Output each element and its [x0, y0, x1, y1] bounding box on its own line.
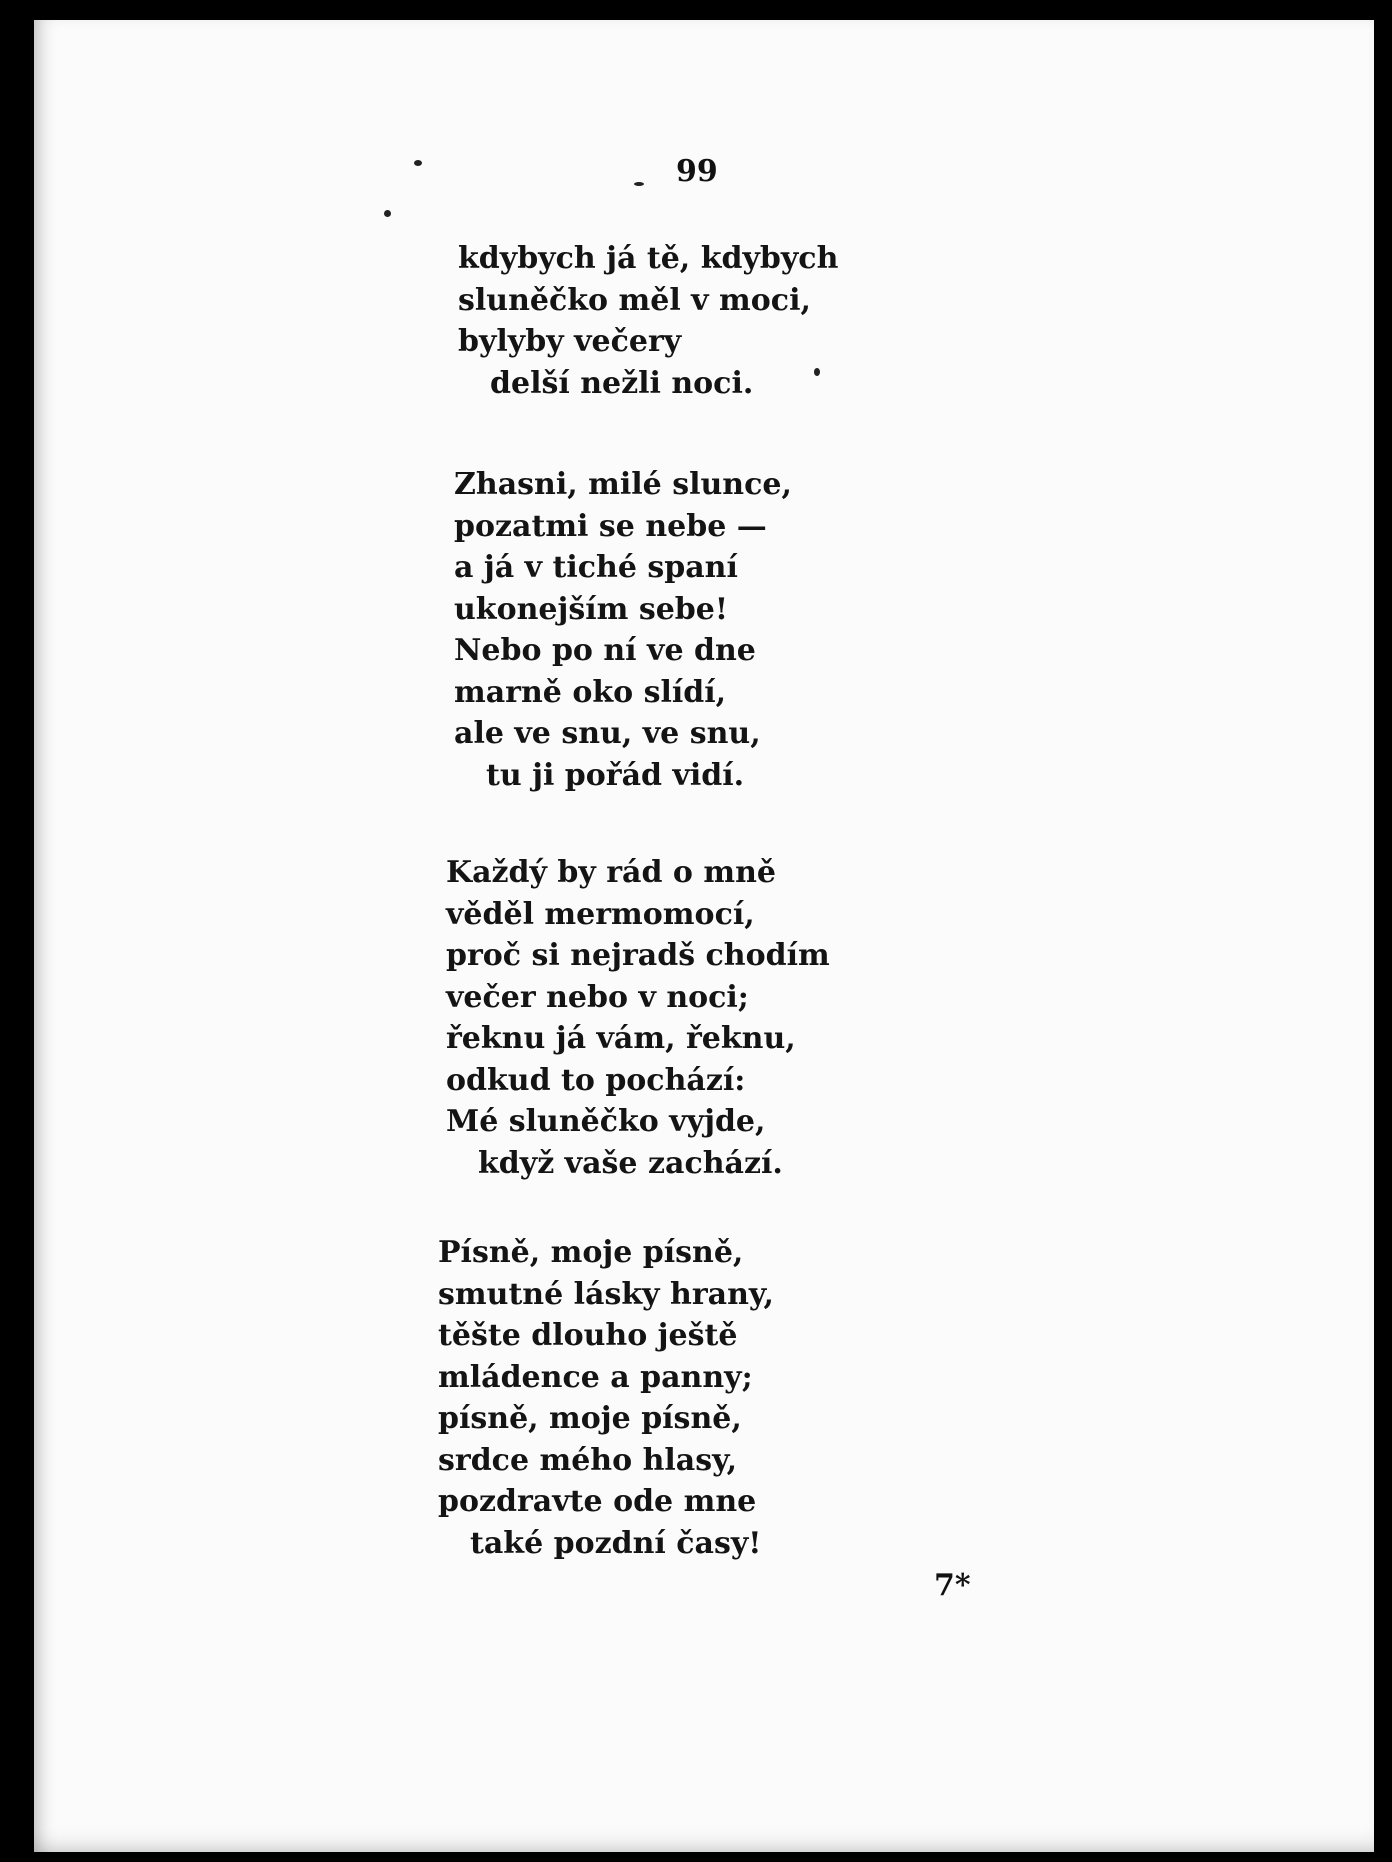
- poem-line: Každý by rád o mně: [446, 855, 777, 890]
- signature-mark: 7*: [934, 1568, 971, 1603]
- poem-line: Písně, moje písně,: [438, 1235, 744, 1270]
- poem-line: delší nežli noci.: [490, 365, 754, 401]
- poem-line: také pozdní časy!: [470, 1525, 762, 1561]
- poem-line: řeknu já vám, řeknu,: [446, 1021, 796, 1056]
- page-number: 99: [676, 154, 718, 189]
- poem-stanza: [438, 1232, 774, 1564]
- poem-line: věděl mermomocí,: [446, 896, 755, 932]
- poem-line: pozdravte ode mne: [438, 1484, 757, 1519]
- poem-line: Mé sluněčko vyjde,: [446, 1104, 766, 1139]
- poem-line: písně, moje písně,: [438, 1401, 742, 1436]
- poem-line: ukonejším sebe!: [454, 591, 729, 627]
- ink-speck: [634, 182, 644, 186]
- ink-speck: [384, 210, 391, 217]
- poem-line: proč si nejradš chodím: [446, 938, 830, 973]
- poem-line: kdybych já tě, kdybych: [458, 241, 839, 276]
- poem-line: pozatmi se nebe —: [454, 508, 767, 544]
- poem-line: srdce mého hlasy,: [438, 1442, 738, 1478]
- poem-stanza: [446, 852, 830, 1184]
- poem-line: odkud to pochází:: [446, 1062, 746, 1098]
- poem-line: a já v tiché spaní: [454, 550, 738, 585]
- poem-stanza: [458, 238, 838, 404]
- poem-line: večer nebo v noci;: [446, 979, 749, 1015]
- poem-line: když vaše zachází.: [478, 1145, 783, 1181]
- poem-line: těšte dlouho ještě: [438, 1318, 738, 1353]
- poem-line: bylyby večery: [458, 324, 682, 359]
- poem-line: marně oko slídí,: [454, 674, 727, 710]
- poem-line: Zhasni, milé slunce,: [454, 467, 792, 502]
- poem-line: sluněčko měl v moci,: [458, 282, 811, 318]
- poem-line: Nebo po ní ve dne: [454, 633, 756, 668]
- ink-speck: [414, 160, 422, 166]
- poem-line: ale ve snu, ve snu,: [454, 716, 761, 751]
- poem-line: tu ji pořád vidí.: [486, 757, 745, 793]
- poem-stanza: [454, 464, 792, 796]
- poem-line: mládence a panny;: [438, 1359, 753, 1395]
- poem-line: smutné lásky hrany,: [438, 1276, 774, 1312]
